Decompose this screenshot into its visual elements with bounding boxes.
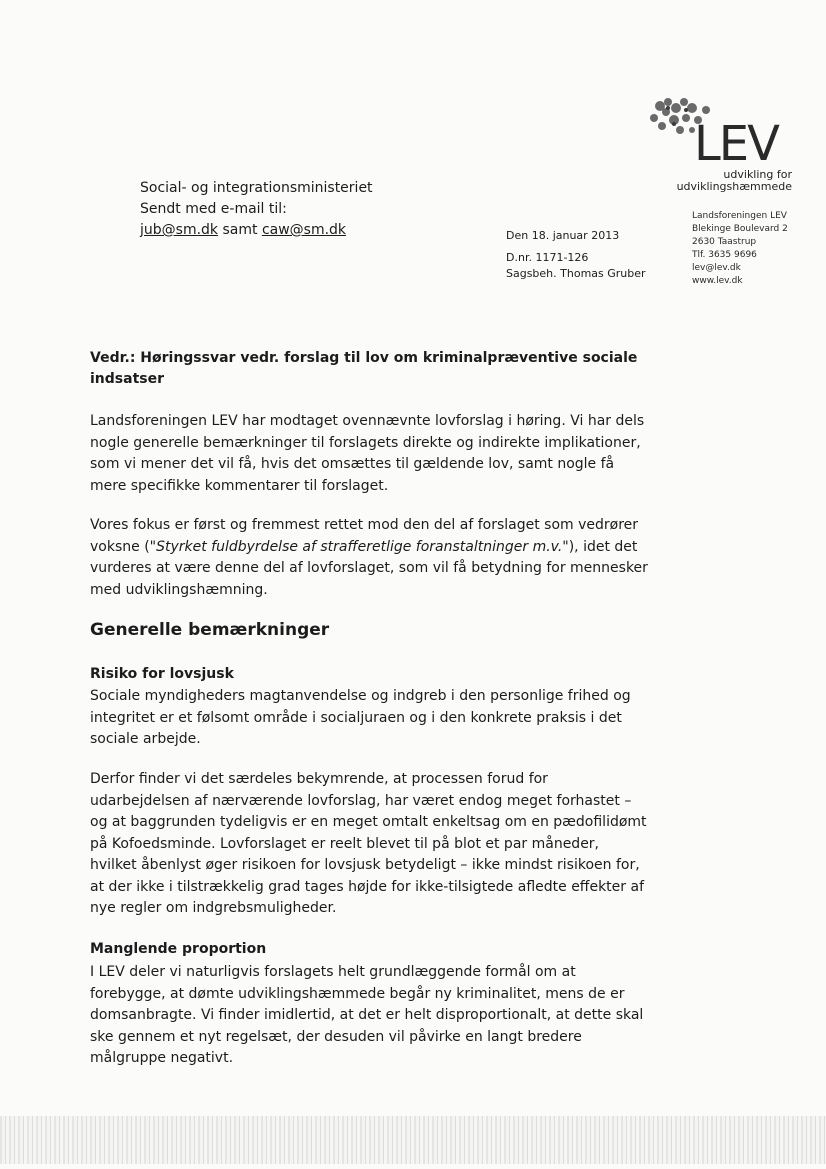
email-link-1[interactable]: jub@sm.dk: [140, 222, 219, 238]
paragraph-focus-quote: "Styrket fuldbyrdelse af strafferetlige foranstaltninger m.v.": [149, 538, 569, 555]
recipient-sent-via: Sendt med e-mail til:: [140, 201, 287, 217]
subheading-risk: Risiko for lovsjusk: [90, 666, 234, 682]
subheading-proportion: Manglende proportion: [90, 941, 267, 957]
org-street: Blekinge Boulevard 2: [692, 224, 788, 234]
email-link-2[interactable]: caw@sm.dk: [261, 222, 347, 238]
recipient-block: [140, 178, 373, 241]
logo-wordmark: LEV: [694, 116, 778, 172]
recipient-emails: [140, 220, 373, 241]
org-city: 2630 Taastrup: [692, 237, 757, 247]
email-separator: samt: [218, 222, 262, 238]
paragraph-focus: [90, 515, 650, 601]
org-web[interactable]: www.lev.dk: [692, 276, 743, 286]
lev-logo: [646, 96, 796, 194]
paragraph-risk-2: Derfor finder vi det særdeles bekymrende, at processen forud for udarbejdelsen af nærværende lovforslag, har været endog meget forhastet – og at baggrunden tydeligvis er en meget omtalt enkeltsag om en pædofilidømt på Kofoedsminde. Lovforslaget er reelt blevet til på blot et par måneder, hvilket åbenlyst øger risikoen for lovsjusk betydeligt – ikke mindst risikoen for, at der ikke i tilstrækkelig grad tages højde for ikke-tilsigtede afledte effekter af nye regler om indgrebsmuligheder.: [90, 771, 647, 916]
org-address: [692, 210, 788, 288]
case-handler: Sagsbeh. Thomas Gruber: [506, 267, 646, 280]
org-phone: Tlf. 3635 9696: [692, 250, 757, 260]
letter-date: Den 18. januar 2013: [506, 229, 620, 242]
section-heading-general: Generelle bemærkninger: [90, 620, 330, 640]
letter-meta: [506, 228, 646, 282]
logo-tagline-1: udvikling for: [723, 168, 792, 181]
paragraph-focus-start: Vores fokus er først og fremmest rettet mod den del af forslaget som vedrører voksne (: [90, 517, 639, 555]
recipient-name: Social- og integrationsministeriet: [140, 180, 373, 196]
paragraph-risk-1: Sociale myndigheders magtanvendelse og indgreb i den personlige frihed og integritet er et følsomt område i socialjuraen og i den konkrete praksis i det sociale arbejde.: [90, 688, 631, 747]
case-number: D.nr. 1171-126: [506, 251, 589, 264]
paragraph-proportion: I LEV deler vi naturligvis forslagets helt grundlæggende formål om at forebygge, at dømte udviklingshæmmede begår ny kriminalitet, mens de er domsanbragte. Vi finder imidlertid, at det er helt disproportionalt, at dette skal ske gennem et nyt regelsæt, der desuden vil påvirke en langt bredere målgruppe negativt.: [90, 964, 644, 1066]
logo-tagline-2: udviklingshæmmede: [676, 180, 792, 193]
paragraph-intro: Landsforeningen LEV har modtaget ovennævnte lovforslag i høring. Vi har dels nogle generelle bemærkninger til forslagets direkte og indirekte implikationer, som vi mener det vil få, hvis det omsættes til gældende lov, samt nogle få mere specifikke kommentarer til forslaget.: [90, 413, 645, 494]
org-email[interactable]: lev@lev.dk: [692, 263, 741, 273]
paragraph-focus-end: ), idet det vurderes at være denne del af lovforslaget, som vil få betydning for mennesker med udviklingshæmning.: [90, 538, 648, 598]
letter-subject: Vedr.: Høringssvar vedr. forslag til lov om kriminalpræventive sociale indsatser: [90, 350, 638, 387]
scan-artifact-strip: [0, 1116, 826, 1164]
org-name: Landsforeningen LEV: [692, 211, 787, 221]
